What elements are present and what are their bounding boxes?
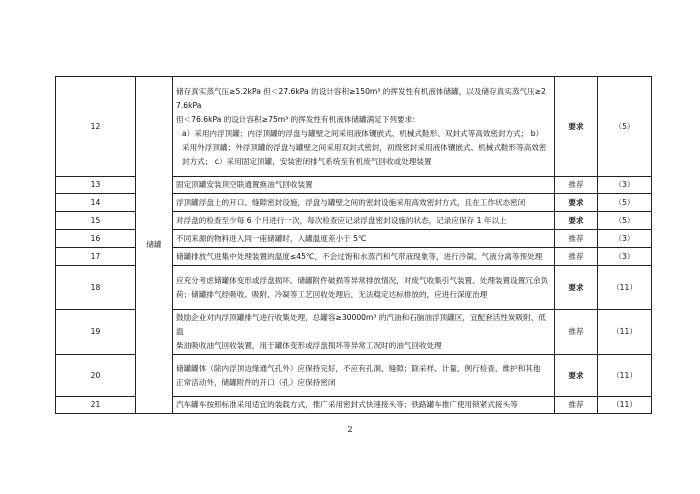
row-number: 17 (56, 248, 136, 266)
requirement-level: 推荐 (555, 177, 598, 194)
reference-number: （11） (598, 355, 652, 397)
content-line: 储存真实蒸气压≥5.2kPa 但＜27.6kPa 的设计容积≥150m³ 的挥发性有机液体储罐，以及储存真实蒸气压≥27.6kPa (176, 86, 546, 110)
requirement-level: 要求 (555, 194, 598, 212)
content-line: 荷；储罐排气经吸收、吸附、冷凝等工艺回收处理后，无法稳定达标排放的，应进行深度治理 (176, 289, 488, 299)
reference-number: （3） (598, 230, 652, 248)
requirement-level: 要求 (555, 77, 598, 177)
row-content (173, 212, 555, 230)
reference-number: （5） (598, 77, 652, 177)
content-line: 柴油吸收油气回收装置，用于罐体变形或浮盘损坏等异常工况时的油气回收处理 (176, 341, 442, 350)
row-content (173, 194, 555, 212)
content-line: 固定顶罐安装顶空联通置换油气回收装置 (176, 180, 313, 189)
requirement-level: 推荐 (555, 397, 598, 414)
content-line: 正常活动外，储罐附件的开口（孔）应保持密闭 (176, 377, 336, 387)
row-content (173, 77, 555, 177)
content-line: 浮顶罐浮盘上的开口、缝隙密封设施，浮盘与罐壁之间的密封设施采用高效密封方式，且在工作状态密闭 (176, 197, 526, 207)
row-number: 13 (56, 177, 136, 194)
reference-number: （3） (598, 177, 652, 194)
row-content (173, 310, 555, 355)
table-row (56, 77, 652, 177)
requirement-level: 推荐 (555, 230, 598, 248)
reference-number: （11） (598, 266, 652, 310)
content-line: 封方式； c）采用固定顶罐，安装密闭排气系统至有机废气回收或处理装置 (182, 156, 432, 166)
row-content (173, 248, 555, 266)
requirement-level: 要求 (555, 355, 598, 397)
content-line: a）采用内浮顶罐；内浮顶罐的浮盘与罐壁之间采用液体镶嵌式、机械式鞋形、双封式等高效密封方式； b） (182, 128, 544, 138)
reference-number: （5） (598, 212, 652, 230)
content-line: 不同来源的物料进入同一座储罐时，入罐温度差小于 5℃ (176, 233, 367, 243)
row-content (173, 397, 555, 414)
row-number: 18 (56, 266, 136, 310)
content-line: 储罐罐体（除内浮顶边缘通气孔外）应保持完好，不应有孔洞、缝隙；除采样、计量、例行检查、维护和其他 (176, 363, 541, 373)
requirement-level: 推荐 (555, 248, 598, 266)
requirement-level: 推荐 (555, 310, 598, 355)
row-number: 12 (56, 77, 136, 177)
reference-number: （11） (598, 310, 652, 355)
content-line: 对浮盘的检查至少每 6 个月进行一次，每次检查应记录浮盘密封设施的状态，记录应保存 1 年以上 (176, 215, 507, 225)
requirement-level: 要求 (555, 212, 598, 230)
row-number: 21 (56, 397, 136, 414)
page-number: 2 (347, 425, 353, 434)
content-line: 汽车罐车按照标准采用适宜的装载方式，推广采用密封式快速接头等；铁路罐车推广使用锁紧式接头等 (176, 400, 518, 409)
reference-number: （3） (598, 248, 652, 266)
requirement-level: 要求 (555, 266, 598, 310)
row-number: 15 (56, 212, 136, 230)
row-content (173, 230, 555, 248)
category-cell: 储罐 (136, 77, 173, 414)
content-line: 但＜76.6kPa 的设计容积≥75m³ 的挥发性有机液体储罐满足下列要求： (176, 114, 420, 124)
row-content (173, 266, 555, 310)
row-number: 20 (56, 355, 136, 397)
row-number: 16 (56, 230, 136, 248)
row-content (173, 177, 555, 194)
content-line: 储罐排放气进集中处理装置的温度≤45℃，不会过饱和水蒸汽和气带液现象等，进行冷凝、气液分离等预处理 (176, 251, 543, 261)
content-line: 采用外浮顶罐；外浮顶罐的浮盘与罐壁之间采用双封式密封，初级密封采用液体镶嵌式、机械式鞋形等高效密 (182, 142, 547, 152)
content-line: 应充分考虑储罐体变形或浮盘损坏、储罐附件破损等异常排放情况，对废气收集引气装置、处理装置设置冗余负 (176, 275, 549, 285)
reference-number: （11） (598, 397, 652, 414)
row-number: 19 (56, 310, 136, 355)
row-content (173, 355, 555, 397)
content-line: 鼓励企业对内浮顶罐排气进行收集处理，总罐容≥30000m³ 的汽油和石脑油浮顶罐区，宜配套活性炭吸附、低温 (176, 313, 546, 336)
row-number: 14 (56, 194, 136, 212)
requirements-table (55, 76, 652, 414)
reference-number: （5） (598, 194, 652, 212)
